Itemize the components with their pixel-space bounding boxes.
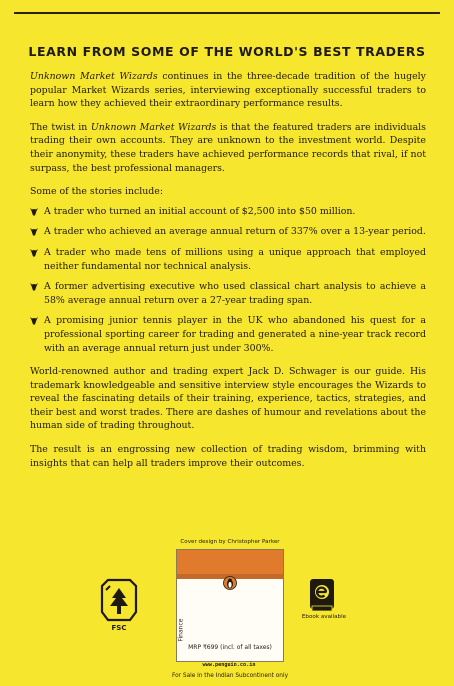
list-item [30, 314, 426, 355]
bull-head-icon [30, 316, 38, 325]
story-text: A trader who turned an initial account of $2,500 into $50 million. [44, 205, 356, 217]
ebook-e-icon [309, 578, 335, 612]
twist-lead: The twist in [30, 121, 91, 133]
story-text: A promising junior tennis player in the UK who abandoned his quest for a professional sporting career for trading and generated a nine-year track record with an average annual return just under 300%. [44, 315, 426, 354]
story-text: A trader who made tens of millions using a unique approach that employed neither fundamental nor technical analysis. [44, 246, 426, 272]
cover-design-credit: Cover design by Christopher Parker [180, 539, 280, 545]
mrp-price: MRP ₹699 (incl. of all taxes) [188, 644, 272, 651]
penguin-logo-icon [223, 576, 237, 590]
stories-list [30, 205, 426, 355]
list-item [30, 225, 426, 239]
fsc-tree-logo-icon [96, 576, 142, 628]
bull-head-icon [30, 248, 38, 257]
twist-text: is that the featured traders are individuals trading their own accounts. They are unknown to the investment world. Despite their anonymity, these traders have achieved performance records that rival, if not surpass, the best professional managers. [30, 121, 426, 174]
genre-label: Finance [177, 618, 185, 642]
book-title-italic: Unknown Market Wizards [90, 121, 217, 133]
ebook-available-label: Ebook available [301, 614, 347, 620]
intro-text: continues in the three-decade tradition of the hugely popular Market Wizards series, interviewing exceptionally successful traders to learn how they achieved their extraordinary performance results. [30, 71, 426, 110]
sale-territory-note: For Sale in the Indian Subcontinent only [172, 673, 288, 679]
story-text: A former advertising executive who used classical chart analysis to achieve a 58% average annual return over a 27-year trading span. [44, 281, 426, 306]
list-item [30, 280, 426, 307]
blurb-text [30, 70, 426, 480]
bull-head-icon [30, 207, 38, 216]
top-rule [14, 12, 440, 14]
story-text: A trader who achieved an average annual return of 337% over a 13-year period. [44, 226, 426, 238]
list-item [30, 205, 426, 219]
book-title-italic: Unknown Market Wizards [30, 71, 158, 82]
author-paragraph: World-renowned author and trading expert Jack D. Schwager is our guide. His trademark knowledgeable and sensitive interview style encourages the Wizards to reveal the fascinating details of their training, experience, tactics, strategies, and their best and worst trades. There are dashes of humour and revelations about the human side of trading throughout. [30, 366, 426, 432]
bull-head-icon [30, 227, 38, 236]
bull-head-icon [30, 282, 38, 291]
result-paragraph: The result is an engrossing new collection of trading wisdom, brimming with insights that can help all traders improve their outcomes. [30, 444, 426, 469]
back-cover-headline: LEARN FROM SOME OF THE WORLD'S BEST TRADERS [28, 44, 426, 59]
twist-paragraph [30, 121, 426, 175]
fsc-label: FSC [111, 624, 127, 632]
price-band [177, 550, 283, 574]
list-item [30, 246, 426, 273]
intro-paragraph [30, 70, 426, 111]
stories-intro: Some of the stories include: [30, 186, 163, 198]
publisher-url: www.penguin.co.in [202, 662, 256, 668]
